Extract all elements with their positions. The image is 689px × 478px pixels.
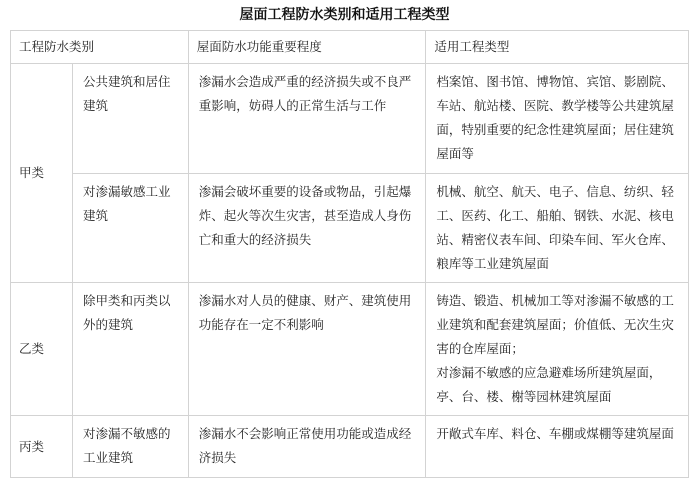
applicable-text-2: 对渗漏不敏感的应急避难场所建筑屋面，亭、台、楼、榭等园林建筑屋面 <box>436 365 662 404</box>
applicable-text-1: 铸造、锻造、机械加工等对渗漏不敏感的工业建筑和配套建筑屋面；价值低、无次生灾害的仓库屋面； <box>436 293 674 356</box>
subcategory-cell: 对渗漏不敏感的工业建筑 <box>72 416 188 478</box>
header-importance: 屋面防水功能重要程度 <box>188 31 426 64</box>
category-jia: 甲类 <box>11 64 73 283</box>
importance-cell: 渗漏会破坏重要的设备或物品，引起爆炸、起火等次生灾害，甚至造成人身伤亡和重大的经济损失 <box>188 174 426 283</box>
subcategory-cell: 对渗漏敏感工业建筑 <box>72 174 188 283</box>
waterproof-class-table <box>10 30 689 478</box>
importance-cell: 渗漏水会造成严重的经济损失或不良严重影响，妨碍人的正常生活与工作 <box>188 64 426 174</box>
table-row <box>11 174 689 283</box>
importance-cell: 渗漏水不会影响正常使用功能或造成经济损失 <box>188 416 426 478</box>
category-yi: 乙类 <box>11 283 73 416</box>
subcategory-cell: 除甲类和丙类以外的建筑 <box>72 283 188 416</box>
importance-cell: 渗漏水对人员的健康、财产、建筑使用功能存在一定不利影响 <box>188 283 426 416</box>
applicable-cell: 机械、航空、航天、电子、信息、纺织、轻工、医药、化工、船舶、钢铁、水泥、核电站、精密仪表车间、印染车间、军火仓库、粮库等工业建筑屋面 <box>426 174 689 283</box>
applicable-cell: 开敞式车库、料仓、车棚或煤棚等建筑屋面 <box>426 416 689 478</box>
applicable-cell: 档案馆、图书馆、博物馆、宾馆、影剧院、车站、航站楼、医院、教学楼等公共建筑屋面，特别重要的纪念性建筑屋面；居住建筑屋面等 <box>426 64 689 174</box>
table-row <box>11 64 689 174</box>
header-applicable: 适用工程类型 <box>426 31 689 64</box>
applicable-cell <box>426 283 689 416</box>
table-row <box>11 283 689 416</box>
table-row <box>11 416 689 478</box>
subcategory-cell: 公共建筑和居住建筑 <box>72 64 188 174</box>
category-bing: 丙类 <box>11 416 73 478</box>
table-title: 屋面工程防水类别和适用工程类型 <box>239 7 450 23</box>
table-header-row <box>11 31 689 64</box>
header-category: 工程防水类别 <box>11 31 189 64</box>
